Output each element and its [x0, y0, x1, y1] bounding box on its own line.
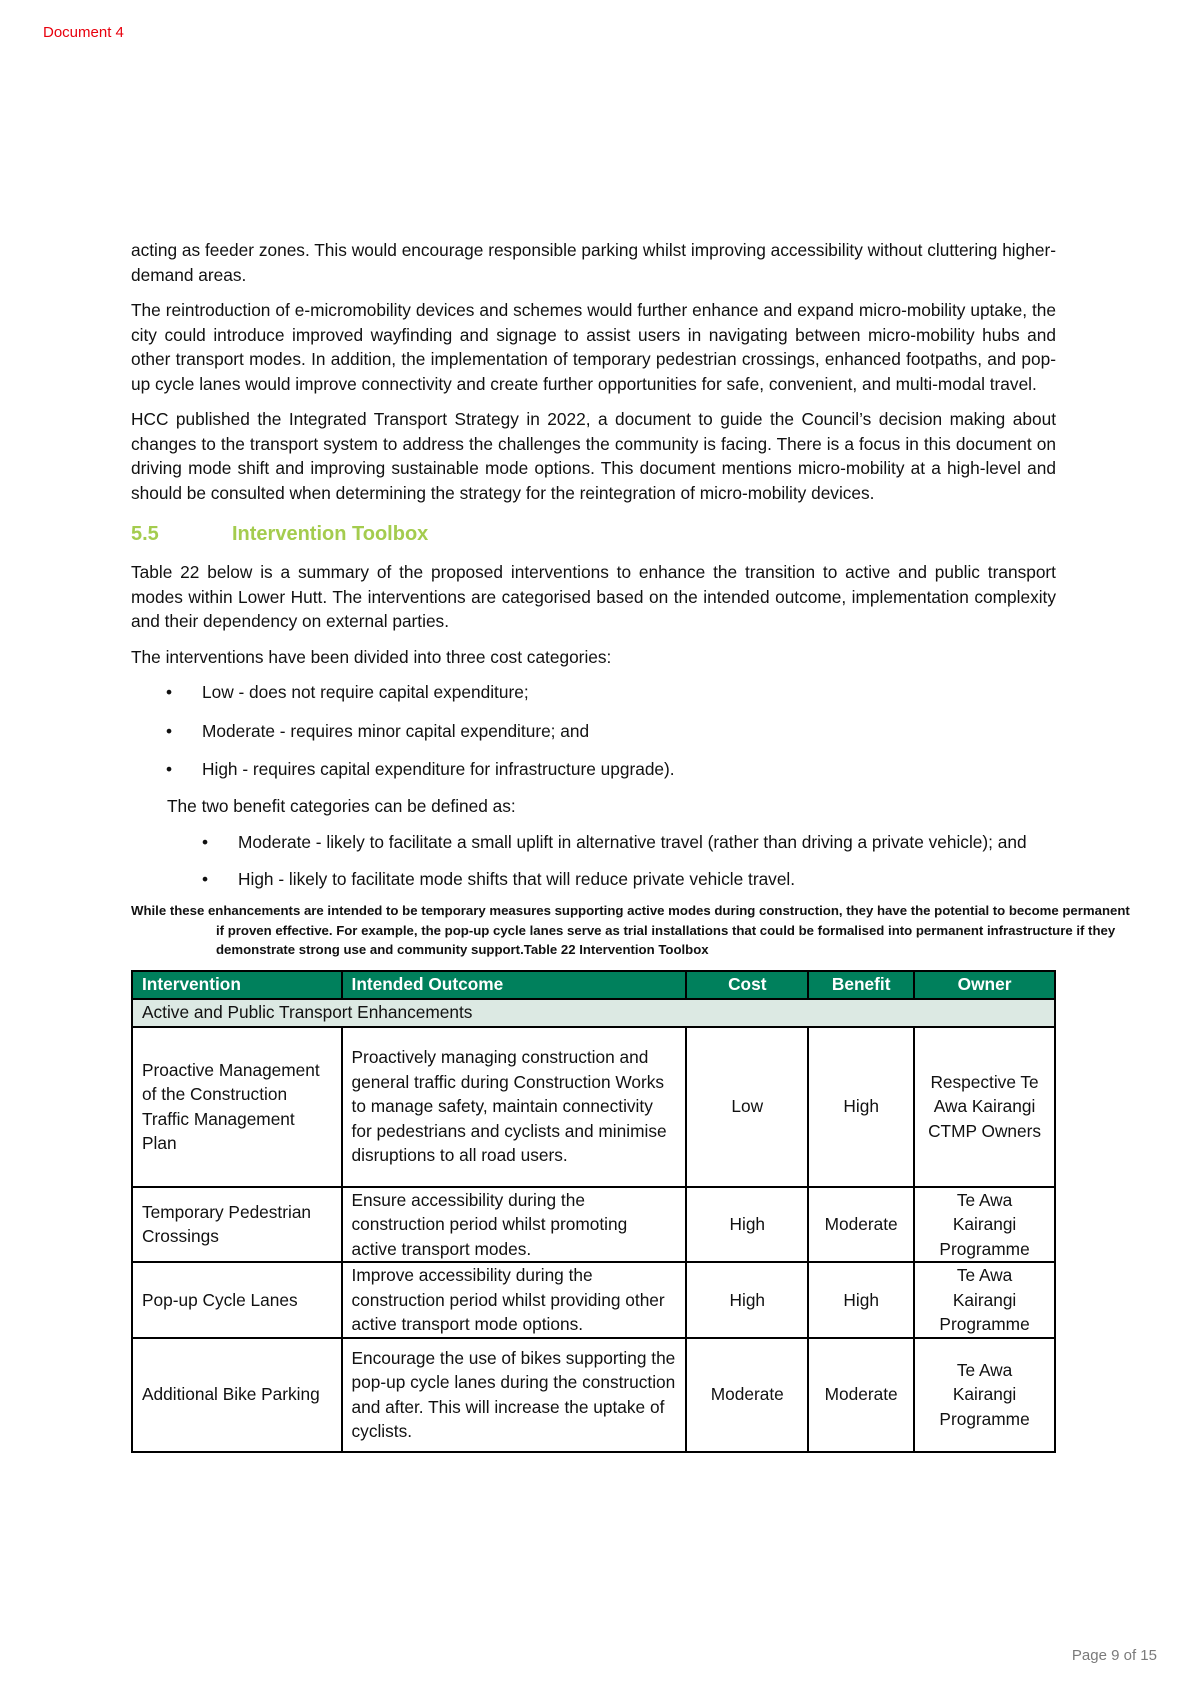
- cell-intervention: Proactive Management of the Construction Traffic Management Plan: [132, 1027, 342, 1187]
- section-heading: [131, 523, 1056, 546]
- table-row: [132, 1262, 1055, 1338]
- intervention-toolbox-table: [131, 970, 1056, 1453]
- document-label: Document 4: [43, 24, 124, 41]
- cell-owner: Te Awa Kairangi Programme: [914, 1338, 1055, 1452]
- list-item: • High - likely to facilitate mode shifts that will reduce private vehicle travel.: [202, 867, 1056, 892]
- cell-owner: Te Awa Kairangi Programme: [914, 1262, 1055, 1338]
- cell-intervention: Pop-up Cycle Lanes: [132, 1262, 342, 1338]
- cell-owner: Te Awa Kairangi Programme: [914, 1187, 1055, 1263]
- cell-outcome: Proactively managing construction and general traffic during Construction Works to manage safety, maintain connectivity for pedestrians and cyclists and minimise disruptions to all road users.: [342, 1027, 687, 1187]
- cell-benefit: Moderate: [808, 1338, 914, 1452]
- bullet-icon: •: [166, 682, 173, 702]
- list-item: • Moderate - likely to facilitate a small uplift in alternative travel (rather than driving a private vehicle); and: [202, 830, 1056, 855]
- section-number: 5.5: [131, 523, 159, 545]
- column-header-intended-outcome: Intended Outcome: [342, 971, 687, 999]
- paragraph-feeder-zones: acting as feeder zones. This would encourage responsible parking whilst improving accessibility without cluttering higher-demand areas.: [131, 240, 1056, 285]
- table-caption: While these enhancements are intended to be temporary measures supporting active modes during construction, they have the potential to become permanent if proven effective. For example, the pop-up cycle lanes serve as trial installations that could be formalised into permanent infrastructure if they demonstrate strong use and community support.Table 22 Intervention Toolbox: [131, 903, 1130, 957]
- cell-intervention: Additional Bike Parking: [132, 1338, 342, 1452]
- group-label: Active and Public Transport Enhancements: [132, 999, 1055, 1027]
- bullet-icon: •: [166, 759, 173, 779]
- paragraph-transport-strategy: HCC published the Integrated Transport Strategy in 2022, a document to guide the Council’s decision making about changes to the transport system to address the challenges the community is facing. There is a focus in this document on driving mode shift and improving sustainable mode options. This document mentions micro-mobility at a high-level and should be consulted when determining the strategy for the reintegration of micro-mobility devices.: [131, 409, 1056, 503]
- table-row: [132, 1187, 1055, 1263]
- page-content: [131, 238, 1130, 1453]
- table-group-row: [132, 999, 1055, 1027]
- bullet-icon: •: [166, 720, 173, 741]
- list-item: • Moderate - requires minor capital expenditure; and: [166, 719, 1056, 744]
- cell-cost: Moderate: [686, 1338, 808, 1452]
- cost-intro: The interventions have been divided into three cost categories:: [131, 646, 612, 667]
- list-item: • Low - does not require capital expenditure;: [166, 680, 1056, 705]
- cell-owner: Respective Te Awa Kairangi CTMP Owners: [914, 1027, 1055, 1187]
- section-title: Intervention Toolbox: [232, 523, 429, 545]
- cell-cost: High: [686, 1187, 808, 1263]
- column-header-intervention: Intervention: [132, 971, 342, 999]
- bullet-icon: •: [202, 832, 209, 852]
- cell-benefit: High: [808, 1027, 914, 1187]
- table-header-row: [132, 971, 1055, 999]
- cell-outcome: Encourage the use of bikes supporting the pop-up cycle lanes during the construction and after. This will increase the uptake of cyclists.: [342, 1338, 687, 1452]
- cell-outcome: Improve accessibility during the construction period whilst providing other active transport mode options.: [342, 1262, 687, 1338]
- list-item: • High - requires capital expenditure for infrastructure upgrade).: [166, 757, 1056, 782]
- cell-benefit: High: [808, 1262, 914, 1338]
- cell-cost: Low: [686, 1027, 808, 1187]
- benefit-intro: The two benefit categories can be defined as:: [167, 795, 516, 816]
- intro-paragraph: Table 22 below is a summary of the proposed interventions to enhance the transition to active and public transport modes within Lower Hutt. The interventions are categorised based on the intended outcome, implementation complexity and their dependency on external parties.: [131, 562, 1056, 631]
- page-number: Page 9 of 15: [1071, 1647, 1157, 1664]
- benefit-category-list: [131, 830, 1056, 891]
- column-header-benefit: Benefit: [808, 971, 914, 999]
- cell-cost: High: [686, 1262, 808, 1338]
- cost-category-list: [131, 680, 1056, 782]
- bullet-icon: •: [202, 868, 209, 889]
- cell-intervention: Temporary Pedestrian Crossings: [132, 1187, 342, 1263]
- column-header-owner: Owner: [914, 971, 1055, 999]
- table-row: [132, 1338, 1055, 1452]
- table-row: [132, 1027, 1055, 1187]
- cell-outcome: Ensure accessibility during the construction period whilst promoting active transport modes.: [342, 1187, 687, 1263]
- paragraph-micromobility: The reintroduction of e-micromobility devices and schemes would further enhance and expand micro-mobility uptake, the city could introduce improved wayfinding and signage to assist users in navigating between micro-mobility hubs and other transport modes. In addition, the implementation of temporary pedestrian crossings, enhanced footpaths, and pop-up cycle lanes would improve connectivity and create further opportunities for safe, convenient, and multi-modal travel.: [131, 300, 1056, 394]
- column-header-cost: Cost: [686, 971, 808, 999]
- cell-benefit: Moderate: [808, 1187, 914, 1263]
